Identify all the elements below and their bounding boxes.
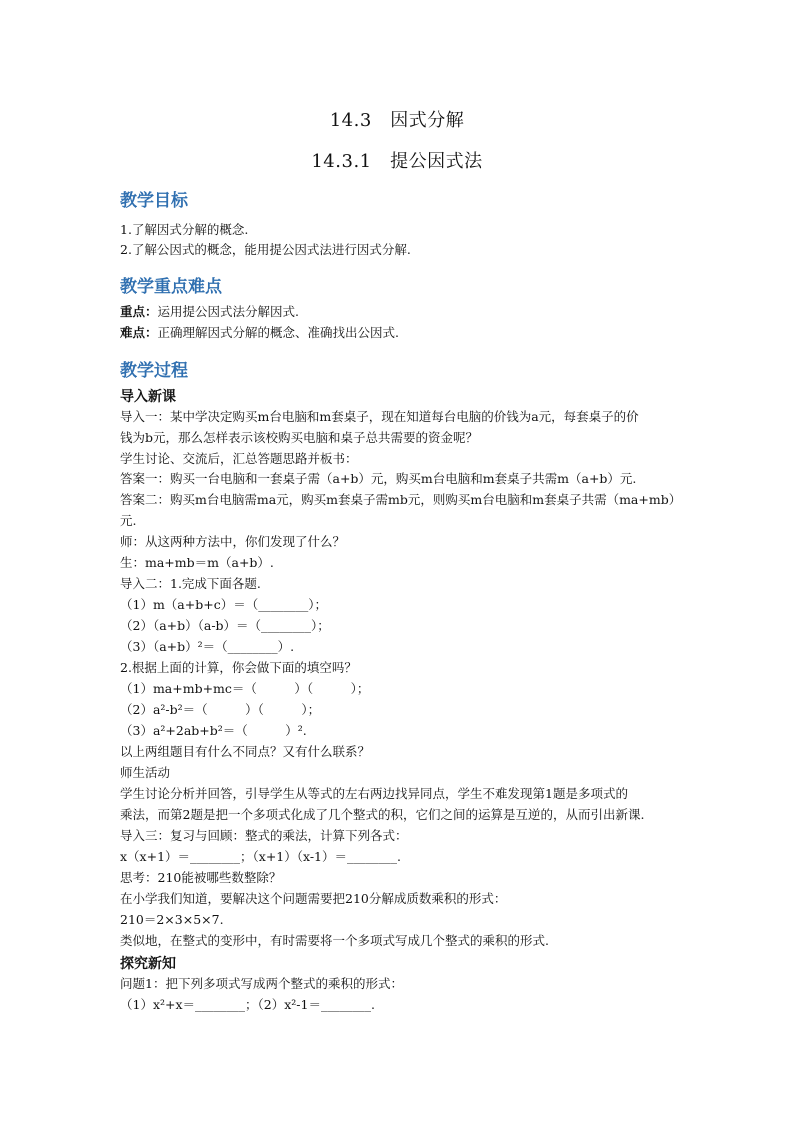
process-line: （3）a²+2ab+b²＝（ ）².	[120, 723, 307, 738]
section-heading-process: 教学过程	[120, 361, 188, 381]
process-line: （3）（a+b）²＝（________）.	[120, 639, 295, 654]
process-line: 导入一：某中学决定购买m台电脑和m套桌子，现在知道每台电脑的价钱为a元，每套桌子的价	[120, 409, 639, 424]
process-line: （2）a²-b²＝（ ）（ ）；	[120, 702, 321, 717]
explore-heading: 探究新知	[120, 956, 176, 972]
process-line: x（x+1）＝________；（x+1）（x-1）＝________.	[120, 849, 401, 864]
process-line: （1）m（a+b+c）＝（________）；	[120, 597, 327, 612]
process-line: 生：ma+mb＝m（a+b）.	[120, 555, 274, 570]
process-line: 学生讨论、交流后，汇总答题思路并板书：	[120, 451, 358, 466]
process-line: 2.根据上面的计算，你会做下面的填空吗？	[120, 660, 357, 675]
process-line: 乘法，而第2题是把一个多项式化成了几个整式的积，它们之间的运算是互逆的，从而引出新课.	[120, 807, 645, 822]
process-line: 师：从这两种方法中，你们发现了什么？	[120, 534, 346, 549]
process-line: 以上两组题目有什么不同点？又有什么联系？	[120, 744, 371, 759]
process-line: 210＝2×3×5×7.	[120, 912, 224, 927]
process-line: （1）ma+mb+mc＝（ ）（ ）；	[120, 681, 370, 696]
process-line: 元.	[120, 513, 137, 528]
goal-line: 2.了解公因式的概念，能用提公因式法进行因式分解.	[120, 242, 411, 257]
process-line: 思考：210能被哪些数整除？	[120, 870, 282, 885]
process-line: 导入二：1.完成下面各题.	[120, 576, 261, 591]
difficulty-line	[120, 325, 399, 341]
difficulty-text: 正确理解因式分解的概念、准确找出公因式.	[157, 325, 399, 340]
process-line: 答案一：购买一台电脑和一套桌子需（a+b）元，购买m台电脑和m套桌子共需m（a+b）元.	[120, 471, 637, 486]
goal-line: 1.了解因式分解的概念.	[120, 222, 249, 237]
focus-line	[120, 304, 299, 320]
process-line: （2）（a+b）（a-b）＝（________）；	[120, 618, 330, 633]
process-line: 在小学我们知道，要解决这个问题需要把210分解成质数乘积的形式：	[120, 891, 507, 906]
process-line: 类似地，在整式的变形中，有时需要将一个多项式写成几个整式的乘积的形式.	[120, 933, 549, 948]
focus-label: 重点：	[120, 304, 158, 319]
process-line: 学生讨论分析并回答，引导学生从等式的左右两边找异同点，学生不难发现第1题是多项式的	[120, 786, 628, 801]
page-subtitle: 14.3.1 提公因式法	[311, 151, 483, 172]
process-line: 答案二：购买m台电脑需ma元，购买m套桌子需mb元，则购买m台电脑和m套桌子共需（ma+mb）	[120, 492, 682, 507]
section-heading-key-points: 教学重点难点	[120, 277, 222, 297]
section-heading-goals: 教学目标	[120, 191, 188, 211]
explore-line: （1）x²+x＝________；（2）x²-1＝________.	[120, 997, 375, 1012]
difficulty-label: 难点：	[120, 325, 158, 340]
focus-text: 运用提公因式法分解因式.	[157, 304, 299, 319]
process-line: 钱为b元，那么怎样表示该校购买电脑和桌子总共需要的资金呢？	[120, 430, 479, 445]
intro-heading: 导入新课	[120, 389, 176, 405]
page-title: 14.3 因式分解	[329, 110, 465, 131]
explore-line: 问题1：把下列多项式写成两个整式的乘积的形式：	[120, 976, 403, 991]
process-line: 师生活动	[120, 765, 171, 780]
process-line: 导入三：复习与回顾：整式的乘法，计算下列各式：	[120, 828, 408, 843]
